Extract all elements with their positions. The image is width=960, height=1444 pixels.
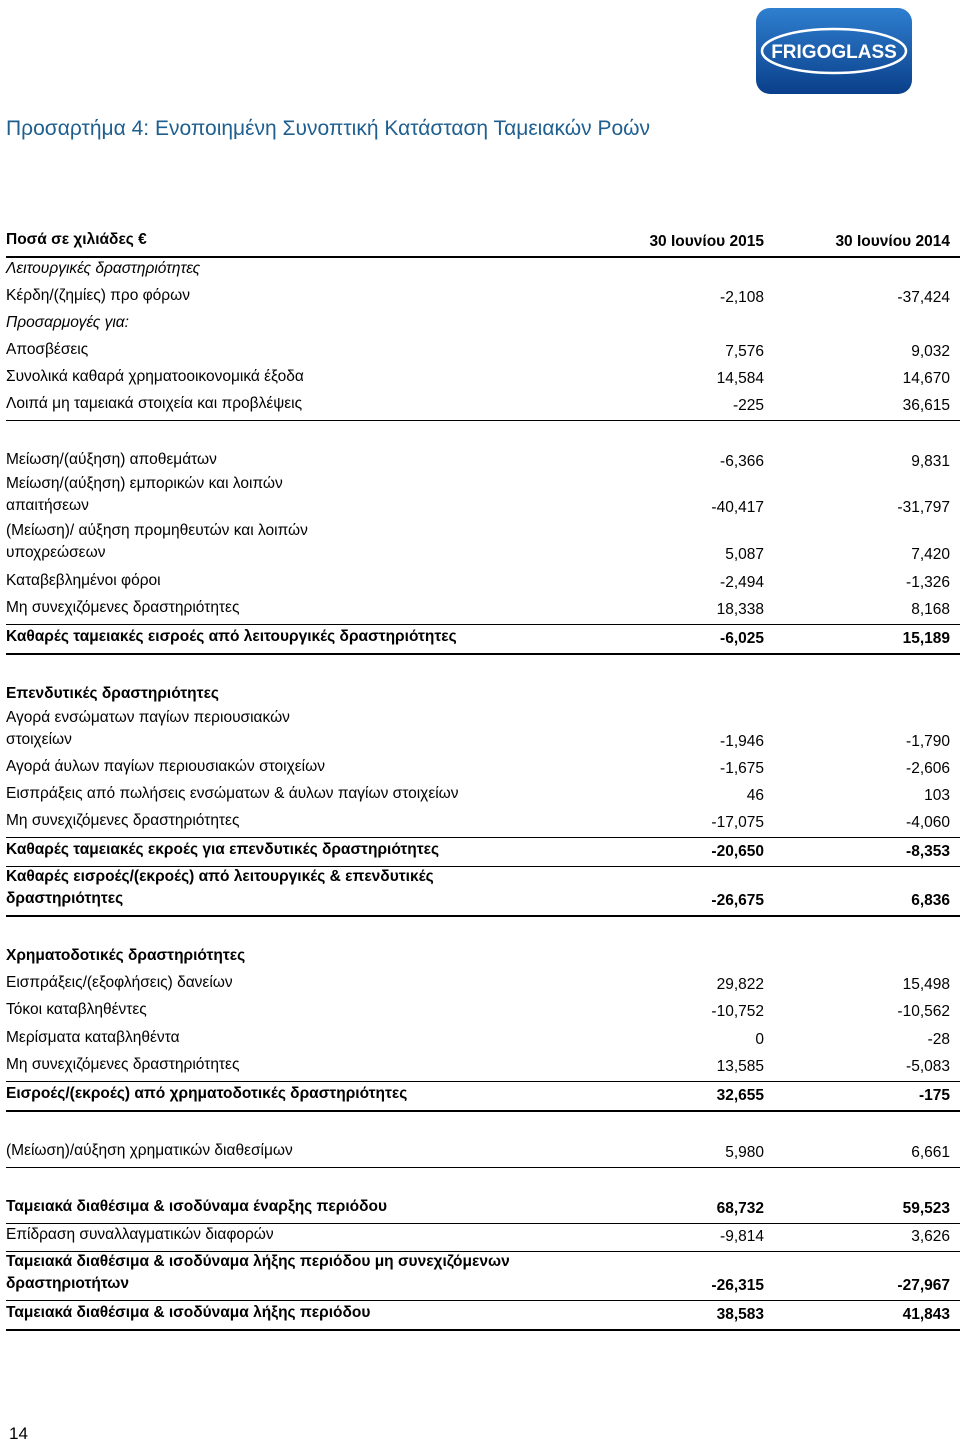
header-col-2015: 30 Ιουνίου 2015	[649, 233, 764, 250]
table-row: Μερίσματα καταβληθέντα 0 -28	[6, 1029, 950, 1048]
table-row: Αγορά άυλων παγίων περιουσιακών στοιχείων -1,675 -2,606	[6, 758, 950, 777]
row-closing-balance: Ταμειακά διαθέσιμα & ισοδύναμα λήξης περιόδου 38,583 41,843	[6, 1301, 960, 1331]
table-row: Μη συνεχιζόμενες δραστηριότητες -17,075 -4,060	[6, 810, 960, 838]
logo-text: FRIGOGLASS	[771, 42, 897, 63]
table-row: Μη συνεχιζόμενες δραστηριότητες 13,585 -5,083	[6, 1054, 960, 1082]
section-financing: Χρηματοδοτικές δραστηριότητες	[6, 947, 246, 964]
subheading-adjustments: Προσαρμογές για:	[6, 314, 129, 331]
table-row: (Μείωση)/ αύξηση προμηθευτών και λοιπών υποχρεώσεων 5,087 7,420	[6, 522, 950, 563]
total-row-operating-investing: Καθαρές εισροές/(εκροές) από λειτουργικές & επενδυτικές δραστηριότητες -26,675 6,836	[6, 867, 960, 917]
total-row-operating: Καθαρές ταμειακές εισροές από λειτουργικές δραστηριότητες -6,025 15,189	[6, 625, 960, 655]
table-row: Εισπράξεις από πωλήσεις ενσώματων & άυλων παγίων στοιχείων 46 103	[6, 785, 950, 804]
table-row: Αποσβέσεις 7,576 9,032	[6, 341, 950, 360]
table-row: Τόκοι καταβληθέντες -10,752 -10,562	[6, 1001, 950, 1020]
total-row-financing: Εισροές/(εκροές) από χρηματοδοτικές δραστηριότητες 32,655 -175	[6, 1082, 960, 1112]
table-row: Εισπράξεις/(εξοφλήσεις) δανείων 29,822 15,498	[6, 974, 950, 993]
table-row: Επίδραση συναλλαγματικών διαφορών -9,814 3,626	[6, 1224, 960, 1252]
section-investing: Επενδυτικές δραστηριότητες	[6, 685, 219, 702]
table-row: Μείωση/(αύξηση) εμπορικών και λοιπών απαιτήσεων -40,417 -31,797	[6, 475, 950, 516]
table-row: Καταβεβλημένοι φόροι -2,494 -1,326	[6, 572, 950, 591]
total-row-investing: Καθαρές ταμειακές εκροές για επενδυτικές δραστηριότητες -20,650 -8,353	[6, 838, 960, 867]
row-closing-discontinued: Ταμειακά διαθέσιμα & ισοδύναμα λήξης περιόδου μη συνεχιζόμενων δραστηριοτήτων -26,315 -27,967	[6, 1252, 960, 1301]
page-number: 14	[9, 1424, 28, 1443]
table-row: Συνολικά καθαρά χρηματοοικονομικά έξοδα 14,584 14,670	[6, 368, 950, 387]
row-opening-balance: Ταμειακά διαθέσιμα & ισοδύναμα έναρξης περιόδου 68,732 59,523	[6, 1168, 960, 1224]
table-header	[6, 228, 960, 258]
cash-flow-table	[6, 228, 960, 1331]
table-row: Λοιπά μη ταμειακά στοιχεία και προβλέψεις -225 36,615	[6, 393, 960, 421]
table-row: Αγορά ενσώματων παγίων περιουσιακών στοιχείων -1,946 -1,790	[6, 709, 950, 750]
table-row: Κέρδη/(ζημίες) προ φόρων -2,108 -37,424	[6, 287, 950, 306]
table-row: Μείωση/(αύξηση) αποθεμάτων -6,366 9,831	[6, 451, 950, 470]
table-row: Μη συνεχιζόμενες δραστηριότητες 18,338 8,168	[6, 597, 960, 625]
frigoglass-logo	[756, 8, 912, 94]
section-operating: Λειτουργικές δραστηριότητες	[6, 260, 201, 277]
table-row-net-change: (Μείωση)/αύξηση χρηματικών διαθεσίμων 5,980 6,661	[6, 1112, 960, 1168]
header-col-2014: 30 Ιουνίου 2014	[835, 233, 950, 250]
header-label: Ποσά σε χιλιάδες €	[6, 231, 147, 248]
page-title: Προσαρτήμα 4: Ενοποιημένη Συνοπτική Κατάσταση Ταμειακών Ροών	[6, 117, 651, 140]
